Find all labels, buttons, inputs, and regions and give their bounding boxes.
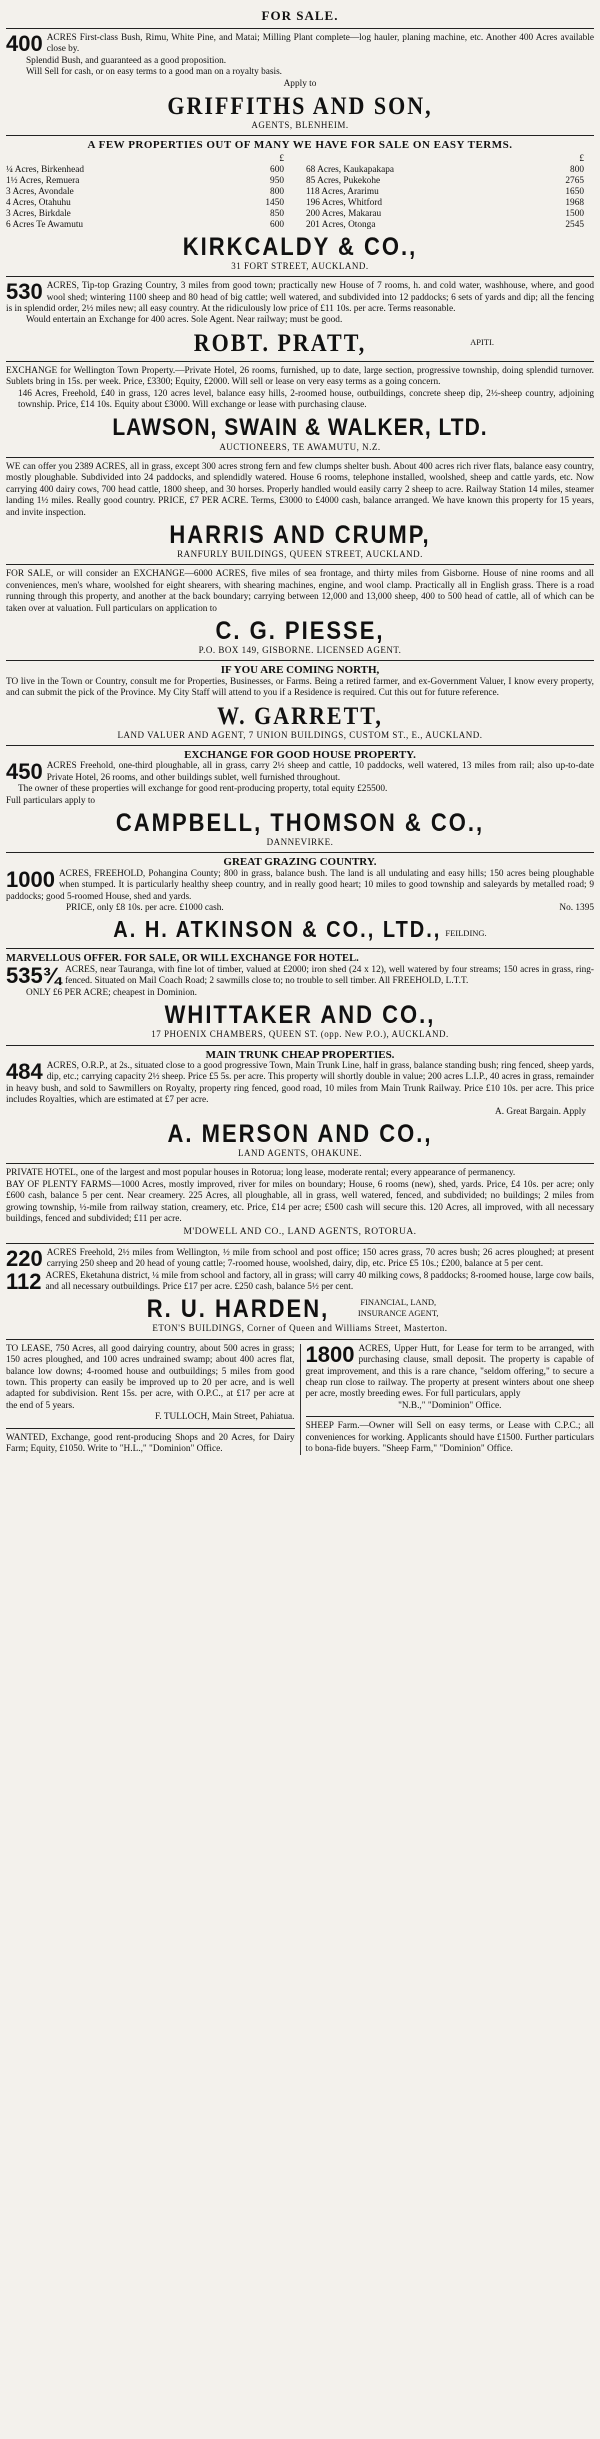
agent-name: W. GARRETT, xyxy=(217,700,383,730)
ad-text: Would entertain an Exchange for 400 acres. Sole Agent. Near railway; must be good. xyxy=(26,315,343,326)
ad-pratt xyxy=(6,281,594,357)
ad-text: BAY OF PLENTY FARMS—1000 Acres, mostly improved, river for miles on boundary; House, 6 rooms (new), shed, yards. Price, £4 10s. per acre; only £600 cash, balance 5 per cent. Near creamery. 225 Acres, all ploughable, all in grass, well watered, fenced, and subdivided; no buildings; 2 miles from growing township, ½-mile from railway station, creamery, etc. Price, £14 per acre; £500 cash will secure this. 120 Acres, all improved, with all necessary buildings, fenced and subdivided; £11 per acre. xyxy=(6,1179,594,1224)
ad-text: ACRES, FREEHOLD, Pohangina County; 800 in grass, balance bush. The land is all undulating and easy hills; 150 acres being ploughable when stumped. It is particularly healthy sheep country, and in really good heart; 10 miles to good township and saleyards by metalled road; 9 paddocks; good 5-roomed House, shed and yards. xyxy=(6,868,594,902)
agent-address: 31 FORT STREET, AUCKLAND. xyxy=(231,260,369,271)
agent-name: M'DOWELL AND CO., LAND AGENTS, ROTORUA. xyxy=(183,1227,417,1238)
agent-address: RANFURLY BUILDINGS, QUEEN STREET, AUCKLAND. xyxy=(177,548,423,559)
ad-text: ACRES, Upper Hutt, for Lease for term to be arranged, with purchasing clause, small deposit. The property is capable of great improvement, and this is a rare chance, "seldom offering," to secure a cheap run close to railway. The property at present winters about one sheep per acre, mostly breeding ewes. For full particulars, apply xyxy=(305,1343,594,1400)
ad-text: Full particulars apply to xyxy=(6,795,96,806)
divider xyxy=(6,852,594,853)
bottom-columns xyxy=(6,1341,594,1456)
divider xyxy=(6,1428,295,1429)
ad-harden xyxy=(6,1245,594,1335)
ad-whittaker xyxy=(6,953,594,1040)
agent-address: AGENTS, BLENHEIM. xyxy=(251,120,349,131)
ad-kirkcaldy xyxy=(6,140,594,272)
list-item: 200 Acres, Makarau 1500 xyxy=(306,208,584,219)
ad-reference: "N.B.," "Dominion" Office. xyxy=(398,1400,502,1411)
newspaper-page xyxy=(6,0,594,1455)
ad-tulloch xyxy=(6,1344,295,1424)
ad-text: Will Sell for cash, or on easy terms to a good man on a royalty basis. xyxy=(26,67,283,78)
agent-name: KIRKCALDY & CO., xyxy=(182,231,418,261)
ad-lead-number: 530 xyxy=(6,279,43,305)
agent-name: HARRIS AND CRUMP, xyxy=(169,519,431,549)
ad-lead-number: 220 xyxy=(6,1245,43,1271)
ad-text: ACRES Freehold, one-third ploughable, all in grass, carry 2½ sheep and cattle, 10 paddocks, well watered, 13 miles from rail; also up-to-date Private Hotel, 26 rooms, and other buildings sublet, well furnished throughout. xyxy=(46,761,594,783)
agent-name: A. H. ATKINSON & CO., LTD., xyxy=(113,917,442,944)
agent-name: R. U. HARDEN, xyxy=(146,1294,330,1324)
agent-address: LAND VALUER AND AGENT, 7 UNION BUILDINGS, CUSTOM ST., E., AUCKLAND. xyxy=(117,729,483,740)
divider xyxy=(6,948,594,949)
ad-lead-number: 1800 xyxy=(305,1341,355,1367)
ad-atkinson xyxy=(6,857,594,944)
ad-piesse xyxy=(6,569,594,656)
ad-merson xyxy=(6,1050,594,1160)
agent-name: WHITTAKER AND CO., xyxy=(164,1000,436,1029)
divider xyxy=(306,1416,595,1417)
agent-address: AUCTIONEERS, TE AWAMUTU, N.Z. xyxy=(219,441,381,452)
ad-text: 146 Acres, Freehold, £40 in grass, 120 acres level, balance easy hills, 2-roomed house, outbuildings, concrete sheep dip, 2½-sheep country, adjoining township. Price, £14 10s. Equity about £3000. Will exchange or lease with purchasing clause. xyxy=(18,388,594,411)
agent-location: FEILDING. xyxy=(445,928,487,939)
agent-address: DANNEVIRKE. xyxy=(266,837,334,848)
ad-griffiths xyxy=(6,33,594,131)
ad-price: PRICE, only £8 10s. per acre. £1000 cash. xyxy=(66,903,224,914)
agent-address: 17 PHOENIX CHAMBERS, QUEEN ST. (opp. New P.O.), AUCKLAND. xyxy=(151,1029,449,1040)
divider xyxy=(6,745,594,746)
ad-upper-hutt xyxy=(305,1341,595,1412)
ad-text: ACRES, O.R.P., at 2s., situated close to a good progressive Town, Main Trunk Line, half in grass, balance standing bush; ring fenced, sheep yards, dip, etc.; carrying capacity 2½ sheep. Price £5 5s. per acre. This property will shortly double in value; 200 acres L.I.P., 40 acres in grass, remainder in heavy bush, and sold to Sawmillers on Royalty, property ring fenced, good road, 10 miles from Main Trunk Railway. Price £10 10s. per acre. This price includes Royalties, which are estimated at £7 per acre. xyxy=(6,1060,594,1106)
ad-text: ACRES, near Tauranga, with fine lot of timber, valued at £2000; iron shed (24 x 12), well watered by four streams; 150 acres in grass, ring-fenced. Situated on Mail Coach Road; 2 sawmills close to; no trouble to sell timber. All FREEHOLD, L.T.T. xyxy=(65,964,594,987)
list-item: 3 Acres, Avondale 800 xyxy=(6,186,284,197)
list-item: 4 Acres, Otahuhu 1450 xyxy=(6,197,284,208)
property-list-left: £ ¼ Acres, Birkenhead 600 1½ Acres, Remuera 950 3 Acres, Avondale 800 4 Acres, Otahuhu 1450 3 Acres, Birkdale 850 6 Acres Te Awamutu 600 xyxy=(6,154,294,231)
list-item: 6 Acres Te Awamutu 600 xyxy=(6,219,284,230)
agent-address: P.O. BOX 149, GISBORNE. LICENSED AGENT. xyxy=(198,644,402,655)
ad-text: EXCHANGE for Wellington Town Property.—Private Hotel, 26 rooms, furnished, up to date, large section, progressive township, doing splendid turnover. Sublets bring in 15s. per week. Price, £3300; Equity, £2000. Will sell or lease on very easy terms as a going concern. xyxy=(6,365,594,388)
list-item: 118 Acres, Ararimu 1650 xyxy=(306,186,584,197)
ad-text: TO LEASE, 750 Acres, all good dairying country, about 500 acres in grass; 150 acres ploughed, and 100 acres undrained swamp; about 400 acres flat, balance low downs; 4-roomed house and outbuildings; 5 miles from good town. This property can easily be improved up to 20 per acre, and is well adapted for subdivision. Rent 15s. per acre, with O.P.C., at £17 per acre at the end of 5 years. xyxy=(6,1343,295,1411)
list-item: 68 Acres, Kaukapakapa 800 xyxy=(306,164,584,175)
ad-heading: IF YOU ARE COMING NORTH, xyxy=(220,664,380,677)
ad-text: ACRES, Eketahuna district, ¼ mile from school and factory, all in grass; will carry 40 milking cows, 8 paddocks; 8-roomed house, large cow bails, and all necessary outbuildings. Price £17 per acre. £250 cash, balance 5½ per cent. xyxy=(45,1270,594,1292)
ad-text: Splendid Bush, and guaranteed as a good proposition. xyxy=(26,55,227,66)
ad-heading: EXCHANGE FOR GOOD HOUSE PROPERTY. xyxy=(184,749,416,761)
list-item: 201 Acres, Otonga 2545 xyxy=(306,219,584,230)
ad-harris-crump xyxy=(6,462,594,560)
ad-text: TO live in the Town or Country, consult me for Properties, Businesses, or Farms. Being a retired farmer, and ex-Government Valuer, I know every property, and can submit the pick of the Province. My City Staff will attend to you if a Residence is required. Cut this out for future reference. xyxy=(6,676,594,699)
list-item: 3 Acres, Birkdale 850 xyxy=(6,208,284,219)
divider xyxy=(6,361,594,362)
agent-name: CAMPBELL, THOMSON & CO., xyxy=(115,808,485,837)
ad-lead-number: 535¾ xyxy=(6,962,62,988)
ad-text: ACRES, Tip-top Grazing Country, 3 miles from good town; practically new House of 7 rooms, h. and cold water, washhouse, where, and good wool shed; wintering 1100 sheep and 80 head of big cattle; well watered, and subdivided into 12 paddocks; 6 sets of yards and dip; all the fencing is in splendid order, 2½ miles new; all easy country. At the ridiculously low price of £11 10s. per acre. Terms reasonable. xyxy=(6,281,594,315)
ad-heading: A FEW PROPERTIES OUT OF MANY WE HAVE FOR SALE ON EASY TERMS. xyxy=(87,139,513,152)
ad-apply: Apply to xyxy=(283,78,317,89)
divider xyxy=(6,1243,594,1244)
ad-text: WE can offer you 2389 ACRES, all in grass, except 300 acres strong fern and few clumps shelter bush. About 400 acres rich river flats, balance easy country, mostly ploughable. Subdivided into 24 paddocks, and splendidly watered. House 6 rooms, telephone installed, woolshed, sheep and cattle yards, etc. Now carrying 400 dairy cows, 700 head cattle, 1800 sheep, and 30 horses. Properly handled would easily carry 2 sheep to acre. Railway Station 14 miles, steamer landing 1½ miles. Really good country. PRICE, £7 PER ACRE. Terms, £3000 to £4000 cash, balance arranged. We have known this property for 15 years, and invite inspection. xyxy=(6,461,594,518)
list-item: 196 Acres, Whitford 1968 xyxy=(306,197,584,208)
agent-address: LAND AGENTS, OHAKUNE. xyxy=(238,1147,362,1158)
divider xyxy=(6,457,594,458)
property-list-right: £ 68 Acres, Kaukapakapa 800 85 Acres, Pukekohe 2765 118 Acres, Ararimu 1650 196 Acres, Whitford 1968 200 Acres, Makarau 1500 201 Acres, Otonga 2545 xyxy=(306,154,594,231)
agent-name: C. G. PIESSE, xyxy=(215,616,385,645)
list-item: 1½ Acres, Remuera 950 xyxy=(6,175,284,186)
divider xyxy=(6,135,594,136)
ad-lead-number: 400 xyxy=(6,31,43,56)
agent-address: ETON'S BUILDINGS, Corner of Queen and Williams Street, Masterton. xyxy=(152,1323,448,1334)
divider xyxy=(6,1045,594,1046)
divider xyxy=(6,1339,594,1340)
ad-text: The owner of these properties will exchange for good rent-producing property, total equity £25500. xyxy=(18,784,388,795)
ad-wanted-exchange xyxy=(6,1433,295,1456)
ad-lawson xyxy=(6,366,594,453)
ad-text: WANTED, Exchange, good rent-producing Shops and 20 Acres, for Dairy Farm; Equity, £1050. Write to "H.L.," "Dominion" Office. xyxy=(6,1432,295,1455)
ad-lead-number: 112 xyxy=(6,1268,42,1294)
ad-heading: GREAT GRAZING COUNTRY. xyxy=(223,856,377,869)
ad-ref-number: No. 1395 xyxy=(559,903,594,914)
list-item: ¼ Acres, Birkenhead 600 xyxy=(6,164,284,175)
ad-text: FOR SALE, or will consider an EXCHANGE—6000 ACRES, five miles of sea frontage, and thirty miles from Gisborne. House of nine rooms and all conveniences, men's whare, woolshed for eight shearers, with shearing machines, engine, and wool clamp. Practically all in English grass. There is a road running through this property, and another at the back boundary; carrying between 12,000 and 13,000 sheep, 400 to 500 head of cattle, all of which can be taken over at valuation. Full particulars on application to xyxy=(6,569,594,614)
agent-name: ROBT. PRATT, xyxy=(193,327,367,357)
agent-title: FINANCIAL, LAND, INSURANCE AGENT, xyxy=(357,1297,439,1319)
ad-text: ACRES First-class Bush, Rimu, White Pine, and Matai; Milling Plant complete—log hauler, planing machine, etc. Another 400 Acres available close by. xyxy=(46,33,594,55)
ad-text: PRIVATE HOTEL, one of the largest and most popular houses in Rotorua; long lease, moderate rental; every appearance of permanency. xyxy=(6,1168,516,1179)
divider xyxy=(6,1163,594,1164)
ad-sheep-farm xyxy=(306,1421,595,1455)
ad-text: ONLY £6 PER ACRE; cheapest in Dominion. xyxy=(26,987,197,998)
ad-heading: MARVELLOUS OFFER. FOR SALE, OR WILL EXCHANGE FOR HOTEL. xyxy=(6,953,359,965)
section-title: FOR SALE. xyxy=(261,8,339,23)
agent-location: APITI. xyxy=(470,336,494,347)
ad-lead-number: 1000 xyxy=(6,866,55,892)
divider xyxy=(6,660,594,661)
ad-garrett xyxy=(6,665,594,741)
agent-name: LAWSON, SWAIN & WALKER, LTD. xyxy=(112,413,488,441)
agent-name: A. MERSON AND CO., xyxy=(167,1118,433,1148)
ad-lead-number: 450 xyxy=(6,759,43,785)
divider xyxy=(6,564,594,565)
ad-text: A. Great Bargain. Apply xyxy=(495,1106,586,1117)
agent-name: F. TULLOCH, Main Street, Pahiatua. xyxy=(154,1412,295,1423)
ad-campbell xyxy=(6,750,594,848)
ad-text: SHEEP Farm.—Owner will Sell on easy terms, or Lease with C.P.C.; all conveniences for working. Applicants should have £1500. Further particulars to bona-fide buyers. "Sheep Farm," "Dominion" Office. xyxy=(305,1421,594,1455)
agent-name: GRIFFITHS AND SON, xyxy=(167,91,433,120)
list-item: 85 Acres, Pukekohe 2765 xyxy=(306,175,584,186)
divider xyxy=(6,28,594,29)
ad-heading: MAIN TRUNK CHEAP PROPERTIES. xyxy=(205,1048,395,1061)
ad-lead-number: 484 xyxy=(6,1058,43,1084)
divider xyxy=(6,276,594,277)
ad-mdowell xyxy=(6,1168,594,1238)
ad-text: ACRES Freehold, 2½ miles from Wellington, ½ mile from school and post office; 150 acres grass, 70 acres bush; 26 acres ploughed; at present carrying 250 sheep and 20 head of young cattle; 7-roomed house, woolshed, dairy, dip, etc. Price £5 10s.; £200, balance at 5 per cent. xyxy=(46,1247,594,1270)
